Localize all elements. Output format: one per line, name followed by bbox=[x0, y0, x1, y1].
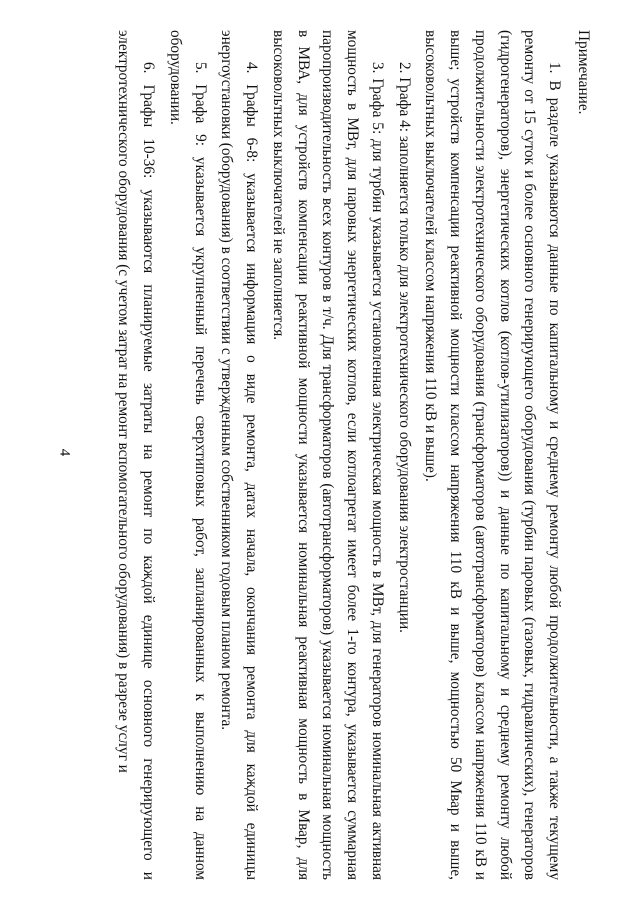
note-item-3: 3. Графа 5: для турбин указывается установленная электрическая мощность в МВт, для генераторов номинальная активная мощность в МВт, для паровых энергетических котлов, если котлоагрегат имеет более 1-го контура, указывается суммарная паропроизводительность всех контуров в т/ч. Для трансформаторов (автотрансформаторов) указывается номинальная мощность в МВА, для устройств компенсации реактивной мощности указывается номинальная реактивная мощность в Мвар, для высоковольтных выключателей не заполняется. bbox=[269, 30, 386, 880]
note-title: Примечание. bbox=[575, 30, 592, 115]
page-number: 4 bbox=[56, 448, 73, 457]
note-item-1: 1. В разделе указываются данные по капитальному и среднему ремонту любой продолжительности, а также текущему ремонту от 15 суток и более основного генерирующего оборудования (турбин паровых (газовых, гидравлических), генераторов (гидрогенераторов), энергетических котлов (котлов-утилизаторов)) и данные по капитальному и среднему ремонту любой продолжительности электротехнического оборудования (трансформаторов (автотрансформаторов) классом напряжения 110 кВ и выше; устройств компенсации реактивной мощности классом напряжения 110 кВ и выше, мощностью 50 Мвар и выше, высоковольтных выключателей классом напряжения 110 кВ и выше). bbox=[422, 30, 564, 880]
rotated-text-block bbox=[95, 30, 595, 880]
note-item-6: 6. Графы 10-36: указываются планируемые затраты на ремонт по каждой единице основного генерирующего и электротехнического оборудования (с учетом затрат на ремонт вспомогательного оборудования) в разрезе услуг и bbox=[115, 30, 157, 880]
note-item-2: 2. Графа 4: заполняется только для электротехнического оборудования электростанции. bbox=[395, 62, 413, 633]
note-item-4: 4. Графы 6-8: указывается информация о виде ремонта, датах начала, окончания ремонта для каждой единицы энергоустановки (оборудования) в соответствии с утвержденным собственником годовым планом ремонта. bbox=[218, 30, 261, 880]
note-item-5: 5. Графа 9: указывается укрупненный перечень сверхтиповых работ, запланированных к выполнению на данном оборудовании. bbox=[166, 30, 209, 880]
